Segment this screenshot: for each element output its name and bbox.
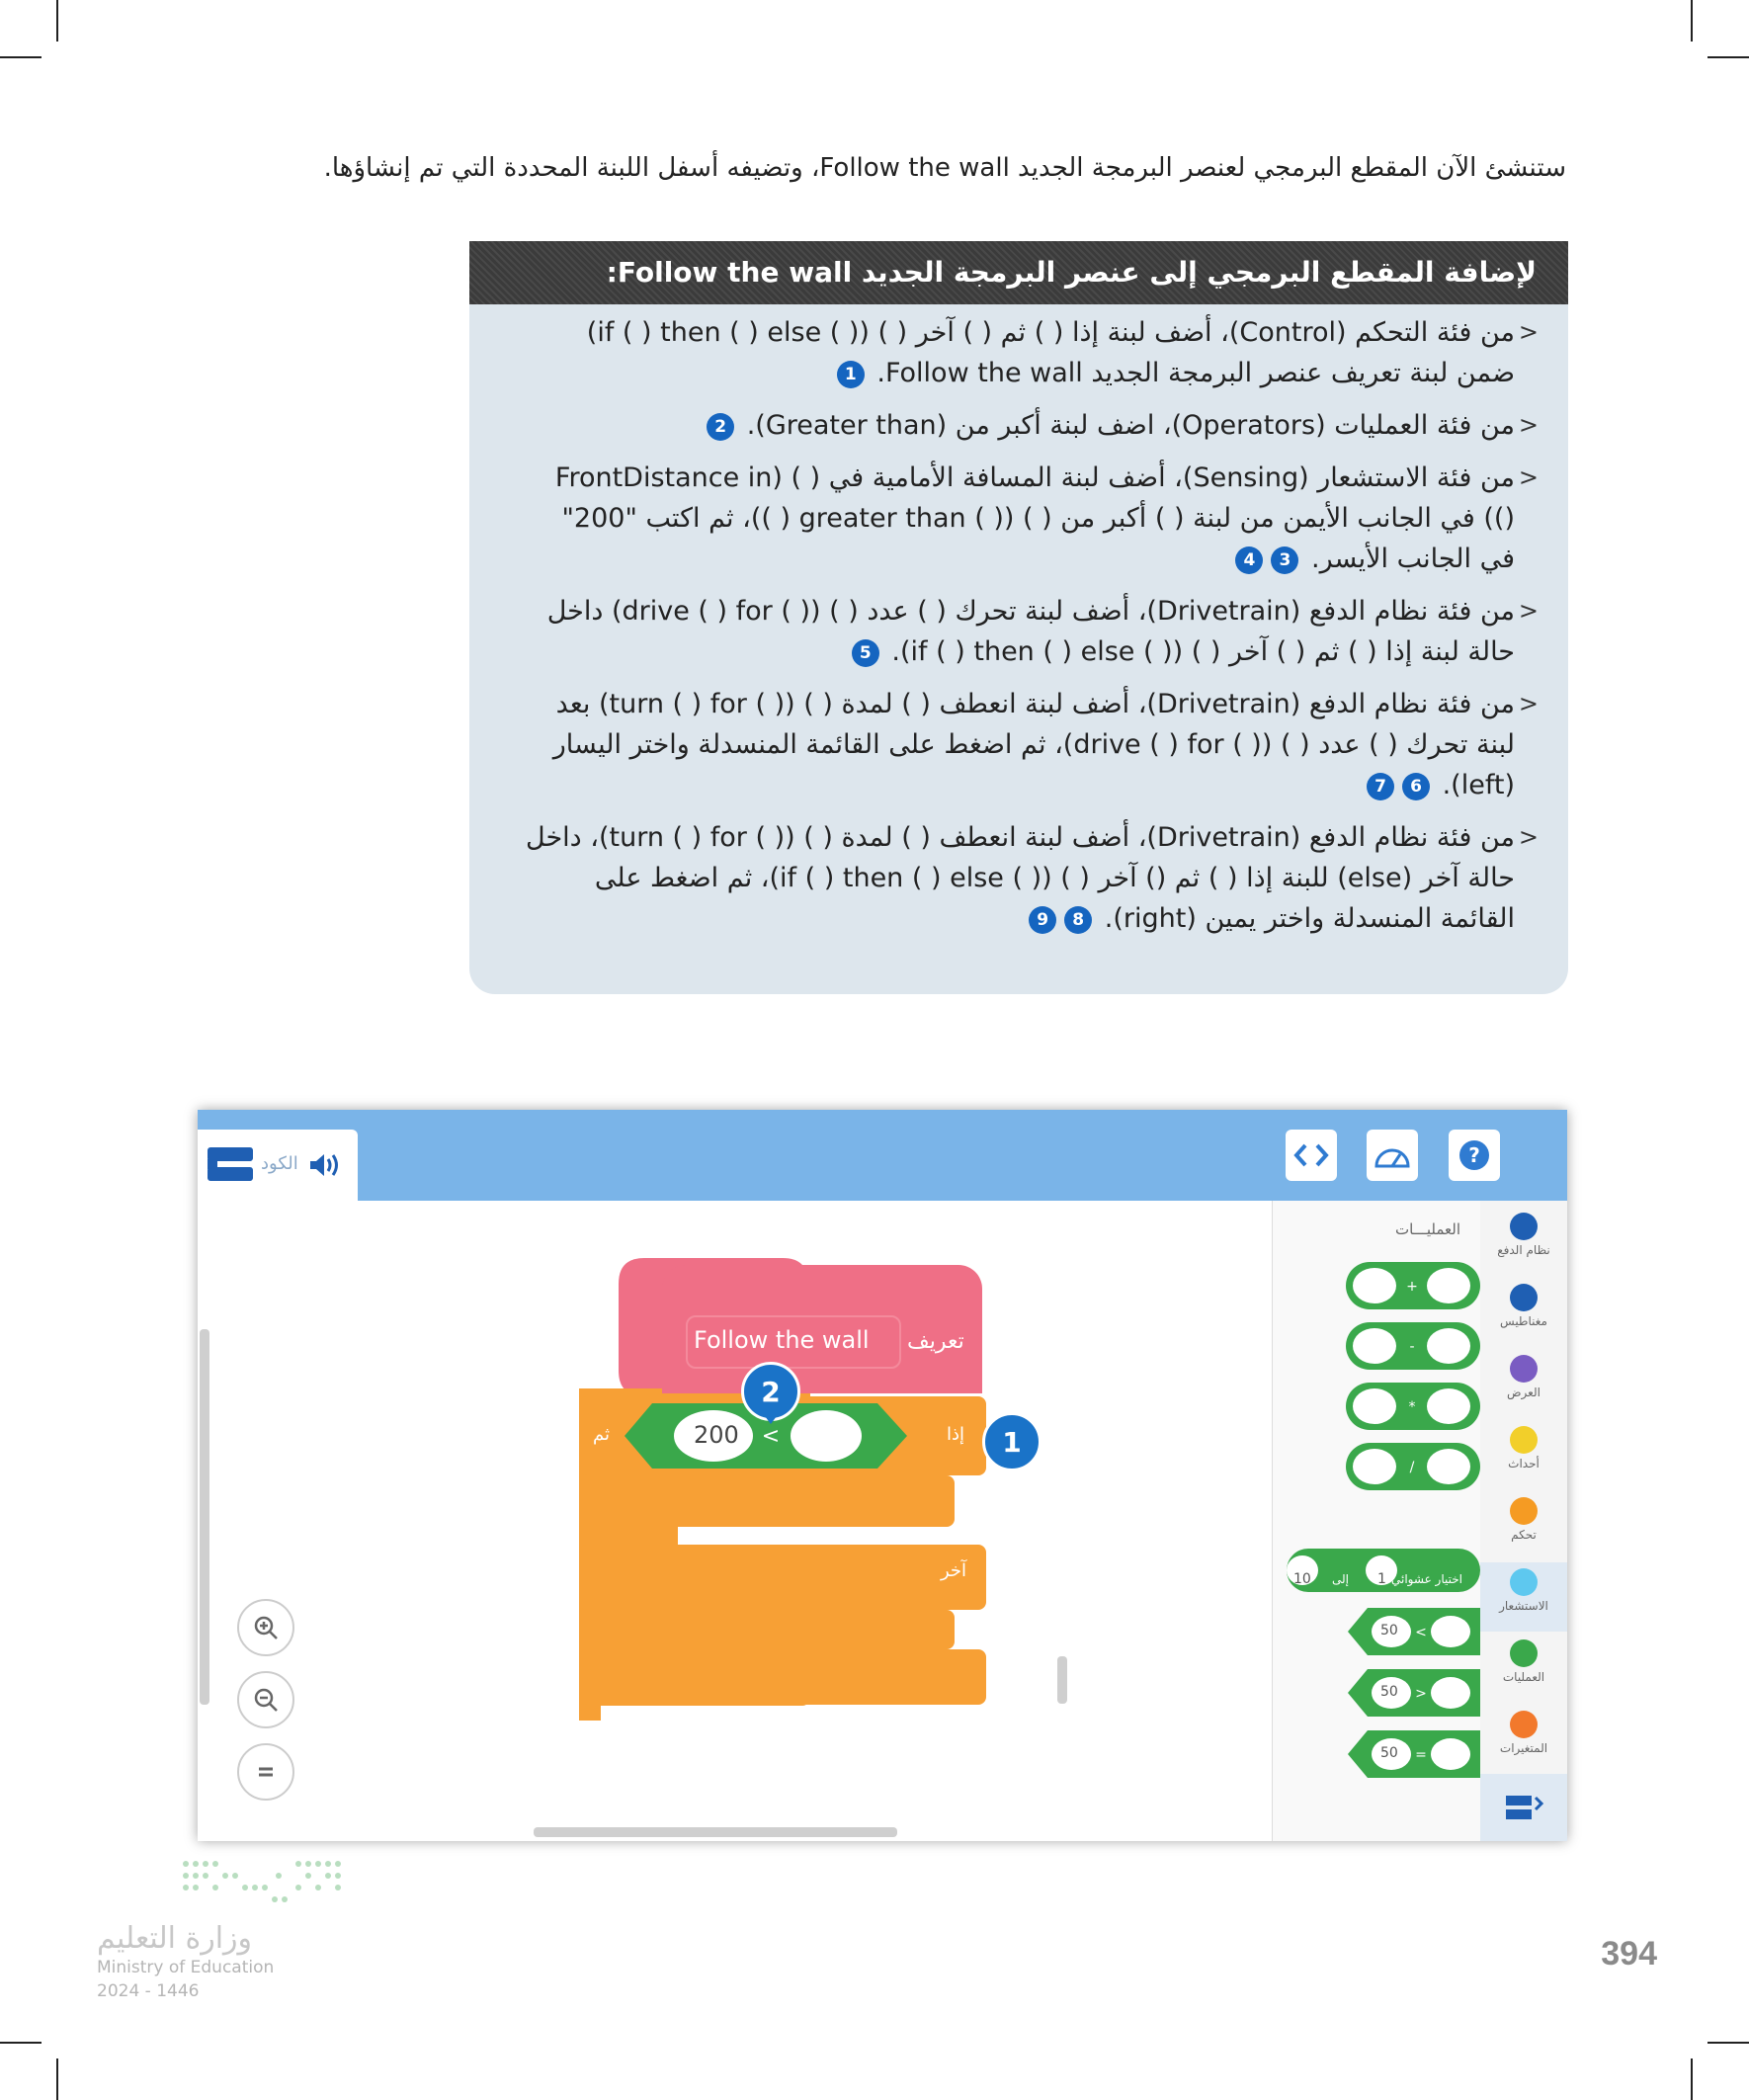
page-number: 394 (1601, 1935, 1657, 1973)
compare-value: 50 (1380, 1623, 1398, 1638)
callout-2: 2 (741, 1362, 800, 1421)
dashboard-button[interactable] (1367, 1130, 1418, 1181)
step-item: < من فئة العمليات (Operators)، اضف لبنة أكبر من (Greater than). 2 (525, 405, 1539, 446)
random-to-label: إلى (1332, 1572, 1349, 1586)
zoom-reset-button[interactable] (237, 1743, 294, 1801)
svg-text:/: / (1409, 1460, 1415, 1475)
card-title: لإضافة المقطع البرمجي إلى عنصر البرمجة الجديد Follow the wall: (469, 241, 1568, 304)
crop-mark (1691, 2058, 1693, 2100)
if-label: إذا (947, 1424, 965, 1445)
step-item: < من فئة الاستشعار (Sensing)، أضف لبنة المسافة الأمامية في ( ) (FrontDistance in ()) في الجانب الأيمن من لبنة ( ) أكبر من ( ) (( ) greater than ( ))، ثم اكتب "200" في الجانب الأيسر. 34 (525, 458, 1539, 579)
callout-2-pointer (759, 1408, 783, 1424)
steps-list (469, 304, 1568, 939)
instructions-card (469, 241, 1568, 994)
else-body (579, 1610, 955, 1649)
extensions-button[interactable] (1480, 1774, 1567, 1841)
define-name: Follow the wall (694, 1326, 870, 1354)
define-label: تعريف (907, 1329, 964, 1354)
svg-text:?: ? (1468, 1143, 1480, 1167)
category-operators[interactable]: العمليات (1480, 1639, 1567, 1684)
category-drivetrain[interactable]: نظام الدفع (1480, 1213, 1567, 1257)
gt-value: 200 (694, 1421, 739, 1449)
operator-blocks[interactable] (1273, 1201, 1480, 1763)
extensions-icon (1502, 1788, 1545, 1827)
svg-text:+: + (1406, 1279, 1418, 1295)
code-view-button[interactable] (1286, 1130, 1337, 1181)
step-item: < من فئة نظام الدفع (Drivetrain)، أضف لبنة انعطف ( ) لمدة ( ) (( ) turn ( ) for) بعد لبنة تحرك ( ) عدد ( ) (( ) drive ( ) for)، ثم اضغط على القائمة المنسدلة واختر اليسار (left). 67 (525, 684, 1539, 805)
category-variables[interactable]: المتغيرات (1480, 1711, 1567, 1755)
palette-scrollbar[interactable] (1057, 1656, 1067, 1704)
category-events[interactable]: أحداث (1480, 1426, 1567, 1470)
step-item: < من فئة نظام الدفع (Drivetrain)، أضف لبنة تحرك ( ) عدد ( ) (( ) drive ( ) for) داخل حالة لبنة إذا ( ) ثم ( ) آخر ( ) (( ) if ( ) then ( ) else). 5 (525, 591, 1539, 672)
step-number-badge: 5 (852, 639, 879, 667)
ministry-logo (97, 1858, 314, 2001)
random-from-value: 1 (1377, 1571, 1386, 1587)
code-tab[interactable] (198, 1130, 358, 1201)
ministry-name-arabic: وزارة التعليم (97, 1921, 253, 1956)
step-number-badge: 6 (1402, 773, 1430, 800)
crop-mark (56, 0, 58, 42)
zoom-in-button[interactable] (237, 1599, 294, 1656)
random-block-label: اختيار عشوائي (1391, 1572, 1462, 1586)
step-number-badge: 7 (1367, 773, 1394, 800)
compare-value: 50 (1380, 1684, 1398, 1700)
crop-mark (1707, 2042, 1749, 2044)
step-number-badge: 4 (1235, 546, 1263, 574)
zoom-in-icon (252, 1614, 280, 1641)
help-button[interactable] (1449, 1130, 1500, 1181)
ministry-dots-icon (180, 1858, 358, 1909)
workspace-scrollbar-horizontal[interactable] (534, 1827, 897, 1837)
step-number-badge: 1 (837, 361, 865, 388)
top-bar (198, 1110, 1567, 1201)
code-brackets-icon (1293, 1142, 1329, 1168)
zoom-out-button[interactable] (237, 1671, 294, 1728)
step-number-badge: 9 (1029, 906, 1056, 934)
svg-text:-: - (1409, 1339, 1415, 1355)
block-palette (1272, 1201, 1480, 1841)
zoom-out-icon (252, 1686, 280, 1714)
help-icon (1457, 1137, 1492, 1173)
step-item: < من فئة التحكم (Control)، أضف لبنة إذا ( ) ثم ( ) آخر ( ) (( ) if ( ) then ( ) else) ضمن لبنة تعريف عنصر البرمجة الجديد Follow the wall. 1 (525, 312, 1539, 393)
code-tab-label: الكود (261, 1153, 298, 1174)
svg-text:*: * (1408, 1399, 1416, 1415)
step-number-badge: 8 (1064, 906, 1092, 934)
dashboard-gauge-icon (1373, 1140, 1412, 1170)
speaker-icon (308, 1151, 342, 1179)
svg-text:=: = (1415, 1747, 1427, 1763)
svg-text:<: < (761, 1424, 781, 1449)
category-control[interactable]: تحكم (1480, 1497, 1567, 1542)
category-magnet[interactable]: مغناطيس (1480, 1284, 1567, 1328)
then-label: ثم (593, 1424, 610, 1445)
category-looks[interactable]: العرض (1480, 1355, 1567, 1399)
svg-text:<: < (1415, 1625, 1427, 1640)
else-arm (579, 1545, 986, 1610)
ministry-name-english: Ministry of Education (97, 1958, 275, 1977)
callout-1: 1 (982, 1412, 1041, 1471)
step-item: < من فئة نظام الدفع (Drivetrain)، أضف لبنة انعطف ( ) لمدة ( ) (( ) turn ( ) for)، داخل حالة آخر (else) للبنة إذا ( ) ثم () آخر ( ) (( ) if ( ) then ( ) else)، ثم اضغط على القائمة المنسدلة واختر يمين (right). 89 (525, 817, 1539, 939)
if-else-body-top (579, 1475, 955, 1527)
category-sensing[interactable]: الاستشعار (1480, 1562, 1567, 1632)
crop-mark (0, 2042, 42, 2044)
workspace-scrollbar-vertical[interactable] (200, 1329, 209, 1705)
random-to-value: 10 (1293, 1571, 1311, 1587)
crop-mark (0, 56, 42, 58)
step-number-badge: 2 (707, 413, 734, 441)
intro-paragraph: ستنشئ الآن المقطع البرمجي لعنصر البرمجة الجديد Follow the wall، وتضيفه أسفل اللبنة المحددة التي تم إنشاؤها. (323, 153, 1566, 183)
crop-mark (1691, 0, 1693, 42)
academic-year: 2024 - 1446 (97, 1981, 200, 2001)
vexcode-screenshot (198, 1110, 1567, 1841)
crop-mark (1707, 56, 1749, 58)
category-sidebar (1480, 1201, 1567, 1841)
if-else-bottom (579, 1649, 986, 1705)
equals-icon (254, 1760, 278, 1784)
blocks-icon (206, 1145, 257, 1185)
else-label: آخر (941, 1560, 967, 1581)
compare-value: 50 (1380, 1745, 1398, 1761)
svg-text:>: > (1415, 1686, 1427, 1702)
crop-mark (56, 2058, 58, 2100)
palette-title: العمليـــات (1394, 1220, 1460, 1238)
step-number-badge: 3 (1271, 546, 1298, 574)
